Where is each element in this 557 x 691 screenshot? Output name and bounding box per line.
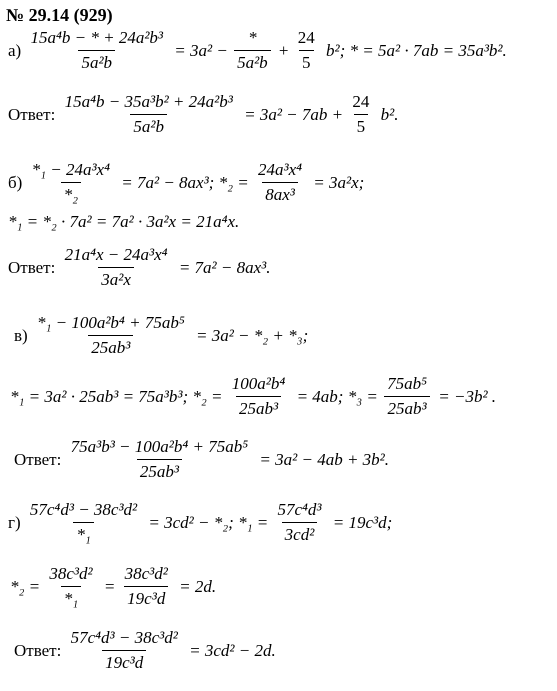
part-d-answer-numerator: 57c⁴d³ − 38c³d²: [70, 628, 178, 647]
part-b-answer-numerator: 21a⁴x − 24a³x⁴: [64, 245, 168, 264]
part-c-rhs: = 3a² − *₂ + *₃;: [195, 325, 309, 345]
part-d-rhs: = 3cd² − *₂; *₁ =: [148, 512, 269, 532]
part-d-fraction-2-numerator: 57c⁴d³: [277, 500, 322, 519]
part-c-answer-denominator: 25ab³: [137, 459, 182, 482]
page-title: № 29.14 (929): [6, 5, 113, 25]
part-a-answer-coef-numerator: 24: [352, 92, 370, 111]
part-d-line-2-fraction-2-numerator: 38c³d²: [124, 564, 168, 583]
part-a-label: а): [8, 40, 22, 60]
part-c-answer-numerator: 75a³b³ − 100a²b⁴ + 75ab⁵: [70, 437, 249, 456]
part-b-answer-denominator: 3a²x: [98, 267, 134, 290]
answer-label: Ответ:: [14, 449, 62, 469]
part-a-rhs-2: b²; * = 5a² · 7ab = 35a³b².: [326, 40, 507, 60]
part-c-fraction-3: [384, 374, 430, 419]
part-c-denominator: 25ab³: [88, 335, 133, 358]
part-c-line-2-start: *₁ = 3a² · 25ab³ = 75a³b³; *₂ =: [10, 386, 223, 406]
part-a-plus: +: [278, 40, 289, 60]
part-c-numerator: *₁ − 100a²b⁴ + 75ab⁵: [36, 313, 185, 332]
part-a-star-denominator: 5a²b: [234, 50, 271, 73]
part-b-rhs-2: = 3a²x;: [313, 172, 365, 192]
part-c-answer: [14, 437, 389, 482]
part-a-denominator: 5a²b: [78, 50, 115, 73]
part-a-answer-denominator: 5a²b: [130, 114, 167, 137]
part-d-numerator: 57c⁴d³ − 38c³d²: [29, 500, 138, 519]
answer-label: Ответ:: [14, 640, 62, 660]
part-d-answer-rhs: = 3cd² − 2d.: [189, 640, 276, 660]
part-a-answer: [8, 92, 398, 137]
part-a-star-fraction: [234, 28, 271, 73]
part-b-rhs: = 7a² − 8ax³; *₂ =: [121, 172, 249, 192]
part-c-line-2-mid: = 4ab; *₃ =: [296, 386, 378, 406]
part-d-label: г): [8, 512, 21, 532]
part-b-fraction: [29, 160, 113, 205]
part-c-fraction-3-numerator: 75ab⁵: [387, 374, 427, 393]
part-b-label: б): [8, 172, 23, 192]
part-d-line-2-fraction-2-denominator: 19c³d: [124, 586, 168, 609]
part-a-answer-rhs-1: = 3a² − 7ab +: [244, 104, 344, 124]
part-b-fraction-2-denominator: 8ax³: [262, 182, 298, 205]
part-d-line-2-end: = 2d.: [179, 576, 217, 596]
part-b-line-2: *₁ = *₂ · 7a² = 7a² · 3a²x = 21a⁴x.: [8, 212, 240, 231]
part-d-fraction-2: [274, 500, 324, 545]
part-b-answer: [8, 245, 271, 290]
part-b-numerator: *₁ − 24a³x⁴: [31, 160, 110, 179]
part-d-line-2-fraction-2: [122, 564, 171, 609]
part-c-fraction-3-denominator: 25ab³: [384, 396, 429, 419]
part-c-answer-fraction: [68, 437, 252, 482]
part-b-answer-rhs: = 7a² − 8ax³.: [178, 257, 271, 277]
part-d-fraction-2-denominator: 3cd²: [282, 522, 318, 545]
part-b-fraction-2-numerator: 24a³x⁴: [257, 160, 303, 179]
part-a-numerator: 15a⁴b − * + 24a²b³: [30, 28, 164, 47]
part-b-equation: [8, 160, 364, 205]
part-a-coef-numerator: 24: [297, 28, 315, 47]
part-b-answer-fraction: [62, 245, 171, 290]
answer-label: Ответ:: [8, 104, 56, 124]
part-c-line-2: [8, 374, 496, 419]
part-d-line-2-equals: =: [103, 576, 116, 596]
part-c-line-2-end: = −3b² .: [438, 386, 497, 406]
part-a-answer-numerator: 15a⁴b − 35a³b² + 24a²b³: [64, 92, 233, 111]
part-c-fraction: [34, 313, 188, 358]
part-d-line-2: [8, 564, 216, 609]
part-c-label: в): [14, 325, 28, 345]
part-d-answer-denominator: 19c³d: [102, 650, 146, 673]
part-c-equation: [14, 313, 308, 358]
part-d-answer-fraction: [68, 628, 181, 673]
part-b-denominator: *₂: [61, 182, 81, 205]
part-d-answer: [14, 628, 276, 673]
part-c-fraction-2: [229, 374, 289, 419]
part-a-fraction: [27, 28, 166, 73]
part-c-answer-rhs: = 3a² − 4ab + 3b².: [259, 449, 390, 469]
part-d-line-2-fraction-1: [46, 564, 95, 609]
part-a-answer-fraction: [62, 92, 236, 137]
part-a-answer-coef-denominator: 5: [354, 114, 369, 137]
part-d-fraction: [27, 500, 140, 545]
part-a-answer-rhs-2: b².: [380, 104, 399, 124]
part-c-fraction-2-denominator: 25ab³: [236, 396, 281, 419]
part-d-line-2-fraction-1-numerator: 38c³d²: [49, 564, 93, 583]
part-a-rhs-1: = 3a² −: [174, 40, 228, 60]
part-d-rhs-2: = 19c³d;: [332, 512, 393, 532]
part-a-answer-coef-fraction: [349, 92, 372, 137]
part-d-line-2-fraction-1-denominator: *₁: [61, 586, 81, 609]
part-a-star-numerator: *: [248, 28, 257, 47]
part-a-coef-denominator: 5: [299, 50, 314, 73]
part-a-coef-fraction: [295, 28, 318, 73]
answer-label: Ответ:: [8, 257, 56, 277]
part-b-fraction-2: [255, 160, 305, 205]
part-a-equation: [8, 28, 507, 73]
part-c-fraction-2-numerator: 100a²b⁴: [231, 374, 286, 393]
part-d-denominator: *₁: [73, 522, 93, 545]
part-d-equation: [8, 500, 392, 545]
part-d-line-2-start: *₂ =: [10, 576, 41, 596]
